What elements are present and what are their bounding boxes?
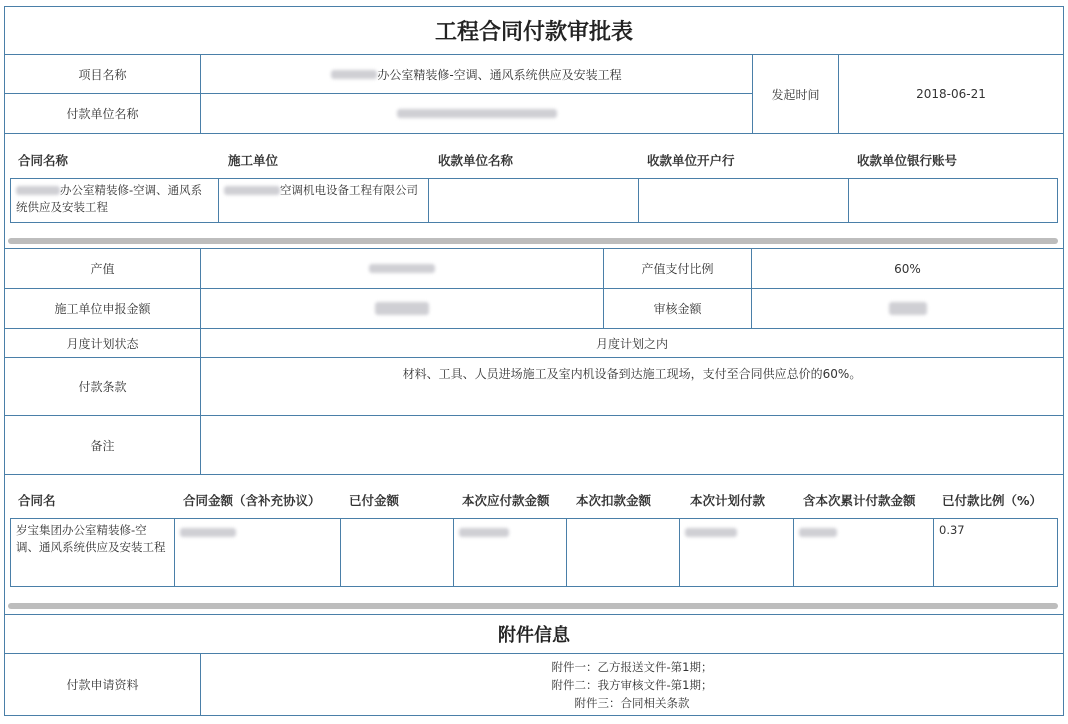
redacted-text — [16, 186, 60, 195]
remarks-label-cell — [4, 415, 201, 475]
payer-label: 付款单位名称 — [66, 107, 139, 121]
start-time-label: 发起时间 — [771, 87, 820, 102]
redacted-text — [685, 528, 737, 537]
form-title: 工程合同付款审批表 — [434, 20, 633, 45]
payment-contract-name-cell — [10, 518, 175, 587]
horizontal-scrollbar[interactable] — [8, 238, 1058, 244]
attachment-link-2[interactable]: 附件二：我方审核文件-第1期； — [551, 677, 713, 692]
redacted-text — [331, 70, 377, 79]
project-name-value-cell — [200, 54, 753, 94]
declared-amount-value-cell — [200, 288, 604, 329]
deduction-amount-cell — [566, 518, 680, 587]
output-value-cell — [200, 248, 604, 289]
col-header-cumulative-amount: 含本次累计付款金额 — [803, 493, 916, 508]
redacted-text — [180, 528, 236, 537]
remarks-label: 备注 — [90, 438, 115, 453]
redacted-text — [369, 264, 435, 273]
project-name-label: 项目名称 — [78, 67, 127, 82]
output-ratio-label: 产值支付比例 — [641, 262, 714, 276]
col-header-paid-ratio: 已付款比例（%） — [942, 493, 1043, 508]
attachments-list-cell — [200, 653, 1064, 716]
payment-terms-value: 材料、工具、人员进场施工及室内机设备到达施工现场，支付至合同供应总价的60%。 — [402, 367, 862, 381]
monthly-plan-value: 月度计划之内 — [595, 336, 668, 351]
col-header-contract-amount: 合同金额（含补充协议） — [183, 493, 321, 508]
payer-value-cell — [200, 93, 753, 134]
payer-label-cell — [4, 93, 201, 134]
payee-name-cell — [428, 178, 639, 223]
col-header-contract: 合同名 — [18, 493, 56, 508]
col-header-payee-account: 收款单位银行账号 — [857, 153, 958, 168]
col-header-contractor: 施工单位 — [228, 153, 279, 168]
output-label: 产值 — [90, 262, 115, 276]
redacted-text — [397, 109, 557, 118]
payment-terms-value-cell — [200, 357, 1064, 416]
contractor-value: 空调机电设备工程有限公司 — [280, 183, 418, 197]
start-time-value-cell — [838, 54, 1064, 134]
col-header-contract-name: 合同名称 — [18, 153, 69, 168]
output-ratio-value: 60% — [894, 261, 921, 276]
col-header-payee-bank: 收款单位开户行 — [647, 153, 735, 168]
col-header-planned-payment: 本次计划付款 — [690, 493, 766, 508]
contract-amount-cell — [174, 518, 341, 587]
paid-amount-cell — [340, 518, 454, 587]
attachments-label-cell — [4, 653, 201, 716]
attachment-link-1[interactable]: 附件一：乙方报送文件-第1期； — [551, 659, 713, 674]
col-header-deduction-amount: 本次扣款金额 — [576, 493, 652, 508]
redacted-text — [889, 302, 927, 315]
col-header-payee-name: 收款单位名称 — [438, 153, 514, 168]
payment-terms-label-cell — [4, 357, 201, 416]
approved-amount-value-cell — [751, 288, 1064, 329]
contract-name-value: 办公室精装修-空调、通风系统供应及安装工程 — [16, 183, 203, 214]
contractor-cell — [218, 178, 429, 223]
project-name-value: 办公室精装修-空调、通风系统供应及安装工程 — [377, 67, 622, 82]
monthly-plan-label-cell — [4, 328, 201, 358]
redacted-text — [375, 302, 429, 315]
output-ratio-value-cell — [751, 248, 1064, 289]
payee-bank-cell — [638, 178, 849, 223]
declared-amount-label: 施工单位申报金额 — [54, 302, 151, 316]
payment-terms-label: 付款条款 — [78, 380, 127, 394]
attachments-title-box — [4, 614, 1064, 654]
redacted-text — [799, 528, 837, 537]
approved-amount-label: 审核金额 — [653, 302, 702, 316]
attachment-link-3[interactable]: 附件三：合同相关条款 — [574, 695, 690, 710]
planned-payment-cell — [679, 518, 794, 587]
payment-contract-name-value: 岁宝集团办公室精装修-空调、通风系统供应及安装工程 — [16, 523, 166, 554]
attachments-label: 付款申请资料 — [66, 678, 139, 692]
approved-amount-label-cell — [603, 288, 752, 329]
start-time-value: 2018-06-21 — [916, 87, 986, 101]
redacted-text — [459, 528, 509, 537]
declared-amount-label-cell — [4, 288, 201, 329]
start-time-label-cell — [752, 54, 839, 134]
output-ratio-label-cell — [603, 248, 752, 289]
contract-name-cell — [10, 178, 219, 223]
horizontal-scrollbar[interactable] — [8, 603, 1058, 609]
attachments-title: 附件信息 — [498, 625, 570, 646]
col-header-payable-amount: 本次应付款金额 — [462, 493, 550, 508]
remarks-value-cell — [200, 415, 1064, 475]
paid-ratio-value: 0.37 — [939, 523, 965, 537]
form-title-box — [4, 6, 1064, 55]
paid-ratio-cell — [933, 518, 1058, 587]
payable-amount-cell — [453, 518, 567, 587]
monthly-plan-label: 月度计划状态 — [66, 336, 139, 351]
cumulative-amount-cell — [793, 518, 934, 587]
payee-account-cell — [848, 178, 1058, 223]
monthly-plan-value-cell — [200, 328, 1064, 358]
project-name-label-cell — [4, 54, 201, 94]
output-label-cell — [4, 248, 201, 289]
col-header-paid-amount: 已付金额 — [349, 493, 400, 508]
redacted-text — [224, 186, 280, 195]
